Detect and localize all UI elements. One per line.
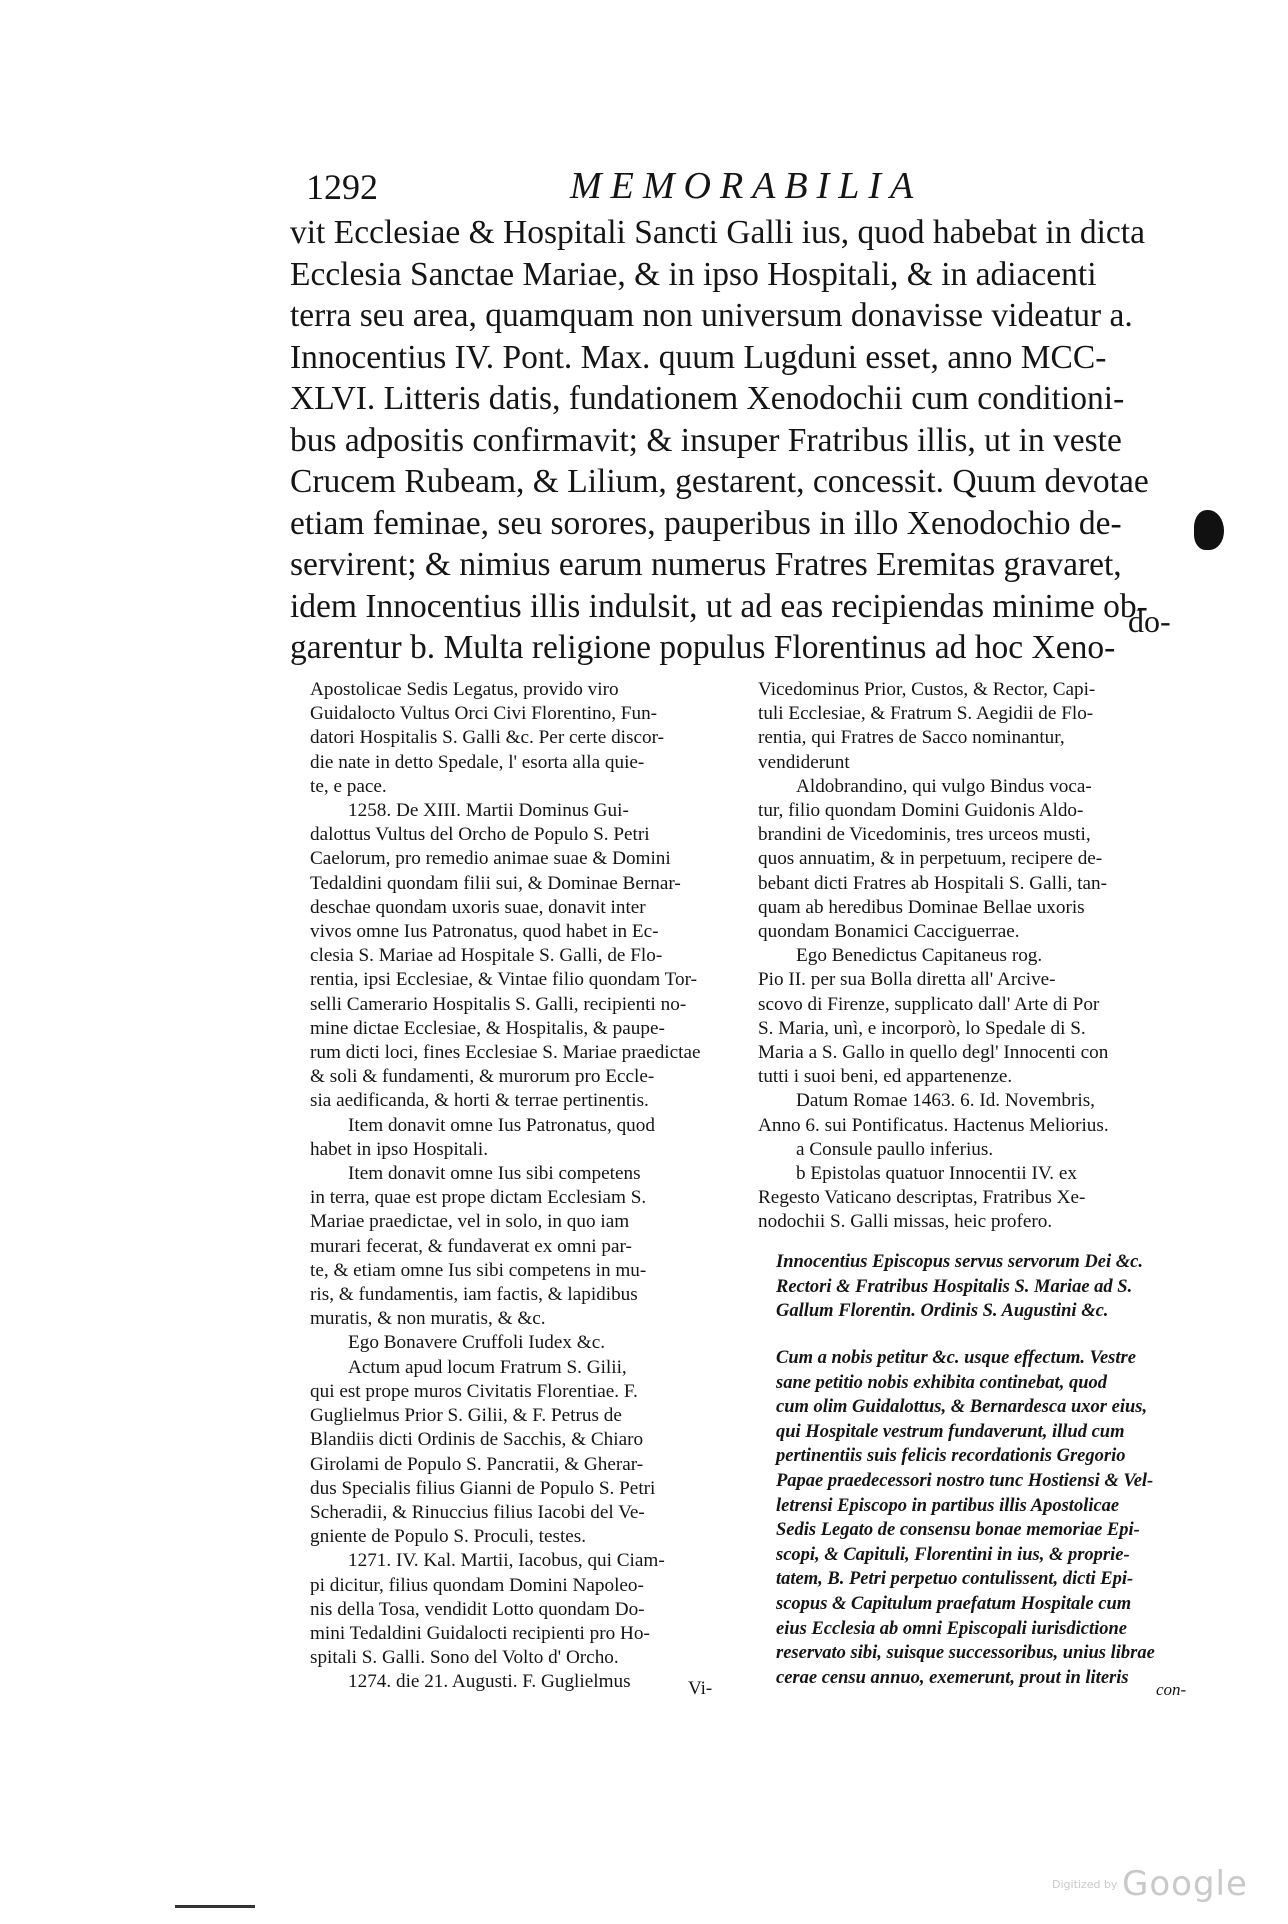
letter-line: letrensi Episcopo in partibus illis Apostolicae xyxy=(776,1495,1120,1516)
footnote-line: quos annuatim, & in perpetuum, recipere de- xyxy=(758,848,1103,870)
footnote-line: gniente de Populo S. Proculi, testes. xyxy=(310,1526,587,1548)
main-text-line: vit Ecclesiae & Hospitali Sancti Galli ius, quod habebat in dicta xyxy=(290,214,1145,251)
footnote-line: dalottus Vultus del Orcho de Populo S. Petri xyxy=(310,824,650,846)
footnote-line: Actum apud locum Fratrum S. Gilii, xyxy=(348,1356,627,1378)
main-text-line: Ecclesia Sanctae Mariae, & in ipso Hospitali, & in adiacenti xyxy=(290,255,1097,293)
footnote-line: S. Maria, unì, e incorporò, lo Spedale di S. xyxy=(758,1017,1086,1039)
footnote-line: bebant dicti Fratres ab Hospitali S. Galli, tan- xyxy=(758,872,1108,894)
footnote-line: Maria a S. Gallo in quello degl' Innocenti con xyxy=(758,1042,1109,1064)
footnote-line: Pio II. per sua Bolla diretta all' Arcive- xyxy=(758,969,1056,991)
letter-line: Papae praedecessori nostro tunc Hostiensi & Vel- xyxy=(776,1470,1154,1491)
footnote-line: deschae quondam uxoris suae, donavit inter xyxy=(310,896,646,918)
footnote-line: 1274. die 21. Augusti. F. Guglielmus xyxy=(348,1671,631,1693)
heading-line: Gallum Florentin. Ordinis S. Augustini &c. xyxy=(776,1301,1109,1321)
footnote-line: murari fecerat, & fundaverat ex omni par- xyxy=(310,1235,632,1257)
footnote-line: Regesto Vaticano descriptas, Fratribus Xe- xyxy=(758,1187,1086,1209)
letter-line: tatem, B. Petri perpetuo contulissent, dicti Epi- xyxy=(776,1569,1134,1590)
footnote-line: rum dicti loci, fines Ecclesiae S. Mariae praedictae xyxy=(310,1042,701,1064)
footnote-line: quondam Bonamici Cacciguerrae. xyxy=(758,921,1020,943)
main-text-line: etiam feminae, seu sorores, pauperibus in illo Xenodochio de- xyxy=(290,504,1122,542)
page-number: 1292 xyxy=(306,167,378,207)
footnote-line: datori Hospitalis S. Galli &c. Per certe discor- xyxy=(310,727,664,749)
main-catchword: do- xyxy=(1128,603,1171,639)
main-text-line: idem Innocentius illis indulsit, ut ad eas recipiendas minime ob- xyxy=(290,587,1148,625)
footnote-line: habet in ipso Hospitali. xyxy=(310,1138,488,1160)
main-text-line: servirent; & nimius earum numerus Fratres Eremitas gravaret, xyxy=(290,546,1122,583)
main-text-line: garentur b. Multa religione populus Florentinus ad hoc Xeno- xyxy=(290,629,1116,666)
footnote-line: ris, & fundamentis, iam factis, & lapidibus xyxy=(310,1284,638,1306)
footnote-line: Item donavit omne Ius sibi competens xyxy=(348,1163,641,1185)
footnote-line: sia aedificanda, & horti & terrae pertinentis. xyxy=(310,1090,649,1112)
letter-line: pertinentiis suis felicis recordationis Gregorio xyxy=(776,1446,1126,1467)
letter-line: scopus & Capitulum praefatum Hospitale cum xyxy=(776,1593,1132,1614)
right-footnote-column xyxy=(758,678,1210,1235)
letter-line: Sedis Legato de consensu bonae memoriae Epi- xyxy=(776,1520,1140,1541)
letter-line: cerae censu annuo, exemerunt, prout in literis xyxy=(776,1667,1129,1688)
footnote-line: tuli Ecclesiae, & Fratrum S. Aegidii de Flo- xyxy=(758,703,1094,725)
main-text-block xyxy=(290,212,1220,669)
footnote-line: Guglielmus Prior S. Gilii, & F. Petrus de xyxy=(310,1405,622,1427)
letter-line: qui Hospitale vestrum fundaverunt, illud cum xyxy=(776,1421,1125,1442)
main-paragraph xyxy=(290,212,1220,669)
footnote-line: pi dicitur, filius quondam Domini Napoleo- xyxy=(310,1574,644,1596)
main-text-line: XLVI. Litteris datis, fundationem Xenodochii cum conditioni- xyxy=(290,380,1125,417)
footnote-line: Tedaldini quondam filii sui, & Dominae Bernar- xyxy=(310,872,681,894)
footnote-line: Datum Romae 1463. 6. Id. Novembris, xyxy=(796,1090,1095,1112)
footnote-line: Caelorum, pro remedio animae suae & Domini xyxy=(310,848,671,870)
footnote-line: Ego Benedictus Capitaneus rog. xyxy=(796,945,1043,967)
footnote-line: spitali S. Galli. Sono del Volto d' Orcho. xyxy=(310,1647,619,1669)
letter-text xyxy=(776,1346,1216,1690)
right-catchword: con- xyxy=(1156,1680,1187,1699)
main-text-line: Innocentius IV. Pont. Max. quum Lugduni esset, anno MCC- xyxy=(290,338,1107,376)
watermark-logo: Google xyxy=(1122,1864,1248,1904)
main-text-line: Crucem Rubeam, & Lilium, gestarent, concessit. Quum devotae xyxy=(290,463,1149,500)
footnote-line: qui est prope muros Civitatis Florentiae. F. xyxy=(310,1380,638,1402)
footnote-line: mini Tedaldini Guidalocti recipienti pro Ho- xyxy=(310,1622,650,1644)
letter-line: eius Ecclesia ab omni Episcopali iurisdictione xyxy=(776,1618,1128,1639)
scan-smudge xyxy=(175,1905,255,1908)
footnote-line: Item donavit omne Ius Patronatus, quod xyxy=(348,1114,655,1136)
footnote-line: Mariae praedictae, vel in solo, in quo iam xyxy=(310,1211,630,1233)
footnote-line: Anno 6. sui Pontificatus. Hactenus Meliorius. xyxy=(758,1114,1109,1136)
letter-line: Cum a nobis petitur &c. usque effectum. Vestre xyxy=(776,1348,1136,1368)
footnote-line: te, & etiam omne Ius sibi competens in mu- xyxy=(310,1259,647,1281)
footnote-line: in terra, quae est prope dictam Ecclesiam S. xyxy=(310,1187,647,1209)
footnote-line: Blandiis dicti Ordinis de Sacchis, & Chiaro xyxy=(310,1429,644,1451)
footnote-line: brandini de Vicedominis, tres urceos musti, xyxy=(758,824,1091,846)
footnote-line: 1258. De XIII. Martii Dominus Gui- xyxy=(348,800,629,822)
ink-blot xyxy=(1194,510,1224,550)
footnote-line: scovo di Firenze, supplicato dall' Arte di Por xyxy=(758,993,1100,1015)
footnote-line: dus Specialis filius Gianni de Populo S. Petri xyxy=(310,1477,656,1499)
footnote-line: nodochii S. Galli missas, heic profero. xyxy=(758,1211,1053,1233)
footnote-line: vivos omne Ius Patronatus, quod habet in Ec- xyxy=(310,921,659,943)
main-text-line: terra seu area, quamquam non universum donavisse videatur a. xyxy=(290,297,1133,334)
footnote-line: Scheradii, & Rinuccius filius Iacobi del Ve- xyxy=(310,1501,645,1523)
footnote-line: b Epistolas quatuor Innocentii IV. ex xyxy=(796,1163,1078,1185)
footnote-line: muratis, & non muratis, & &c. xyxy=(310,1308,546,1330)
main-text-line: bus adpositis confirmavit; & insuper Fratribus illis, ut in veste xyxy=(290,421,1122,459)
footnote-line: rentia, ipsi Ecclesiae, & Vintae filio quondam Tor- xyxy=(310,969,697,991)
footnote-line: quam ab heredibus Dominae Bellae uxoris xyxy=(758,896,1085,918)
footnote-line: die nate in detto Spedale, l' esorta alla quie- xyxy=(310,751,645,773)
watermark-prefix: Digitized by xyxy=(1052,1878,1118,1891)
letter-heading xyxy=(776,1250,1216,1324)
footnote-line: 1271. IV. Kal. Martii, Iacobus, qui Ciam- xyxy=(348,1550,665,1572)
footnote-line: rentia, qui Fratres de Sacco nominantur, xyxy=(758,727,1065,749)
heading-line: Innocentius Episcopus servus servorum Dei &c. xyxy=(776,1252,1143,1272)
footnote-line: clesia S. Mariae ad Hospitale S. Galli, de Flo- xyxy=(310,945,663,967)
footnote-line: a Consule paullo inferius. xyxy=(796,1138,994,1160)
footnote-line: tutti i suoi beni, ed appartenenze. xyxy=(758,1066,1013,1088)
left-footnote-column xyxy=(310,678,740,1695)
running-title: MEMORABILIA xyxy=(570,165,923,207)
footnote-line: Guidalocto Vultus Orci Civi Florentino, Fun- xyxy=(310,703,658,725)
letter-line: scopi, & Capituli, Florentini in ius, & proprie- xyxy=(776,1544,1130,1565)
footnote-line: selli Camerario Hospitalis S. Galli, recipienti no- xyxy=(310,993,687,1015)
page-header xyxy=(306,162,946,212)
footnote-line: vendiderunt xyxy=(758,751,850,773)
left-catchword: Vi- xyxy=(688,1678,713,1699)
footnote-line: tur, filio quondam Domini Guidonis Aldo- xyxy=(758,800,1084,822)
footnote-line: & soli & fundamenti, & murorum pro Eccle- xyxy=(310,1066,655,1088)
letter-line: cum olim Guidalottus, & Bernardesca uxor eius, xyxy=(776,1397,1148,1418)
footnote-line: nis della Tosa, vendidit Lotto quondam Do- xyxy=(310,1598,645,1620)
footnote-line: Aldobrandino, qui vulgo Bindus voca- xyxy=(796,775,1092,797)
letter-line: reservato sibi, suisque successoribus, unius librae xyxy=(776,1643,1155,1664)
footnote-line: te, e pace. xyxy=(310,775,387,797)
heading-line: Rectori & Fratribus Hospitalis S. Mariae ad S. xyxy=(776,1276,1133,1297)
letter-line: sane petitio nobis exhibita continebat, quod xyxy=(776,1372,1107,1393)
footnote-line: Apostolicae Sedis Legatus, provido viro xyxy=(310,679,619,700)
footnote-line: Girolami de Populo S. Pancratii, & Gherar- xyxy=(310,1453,644,1475)
footnote-line: mine dictae Ecclesiae, & Hospitalis, & paupe- xyxy=(310,1017,665,1039)
footnote-line: Vicedominus Prior, Custos, & Rector, Capi- xyxy=(758,679,1096,700)
footnote-line: Ego Bonavere Cruffoli Iudex &c. xyxy=(348,1332,606,1354)
